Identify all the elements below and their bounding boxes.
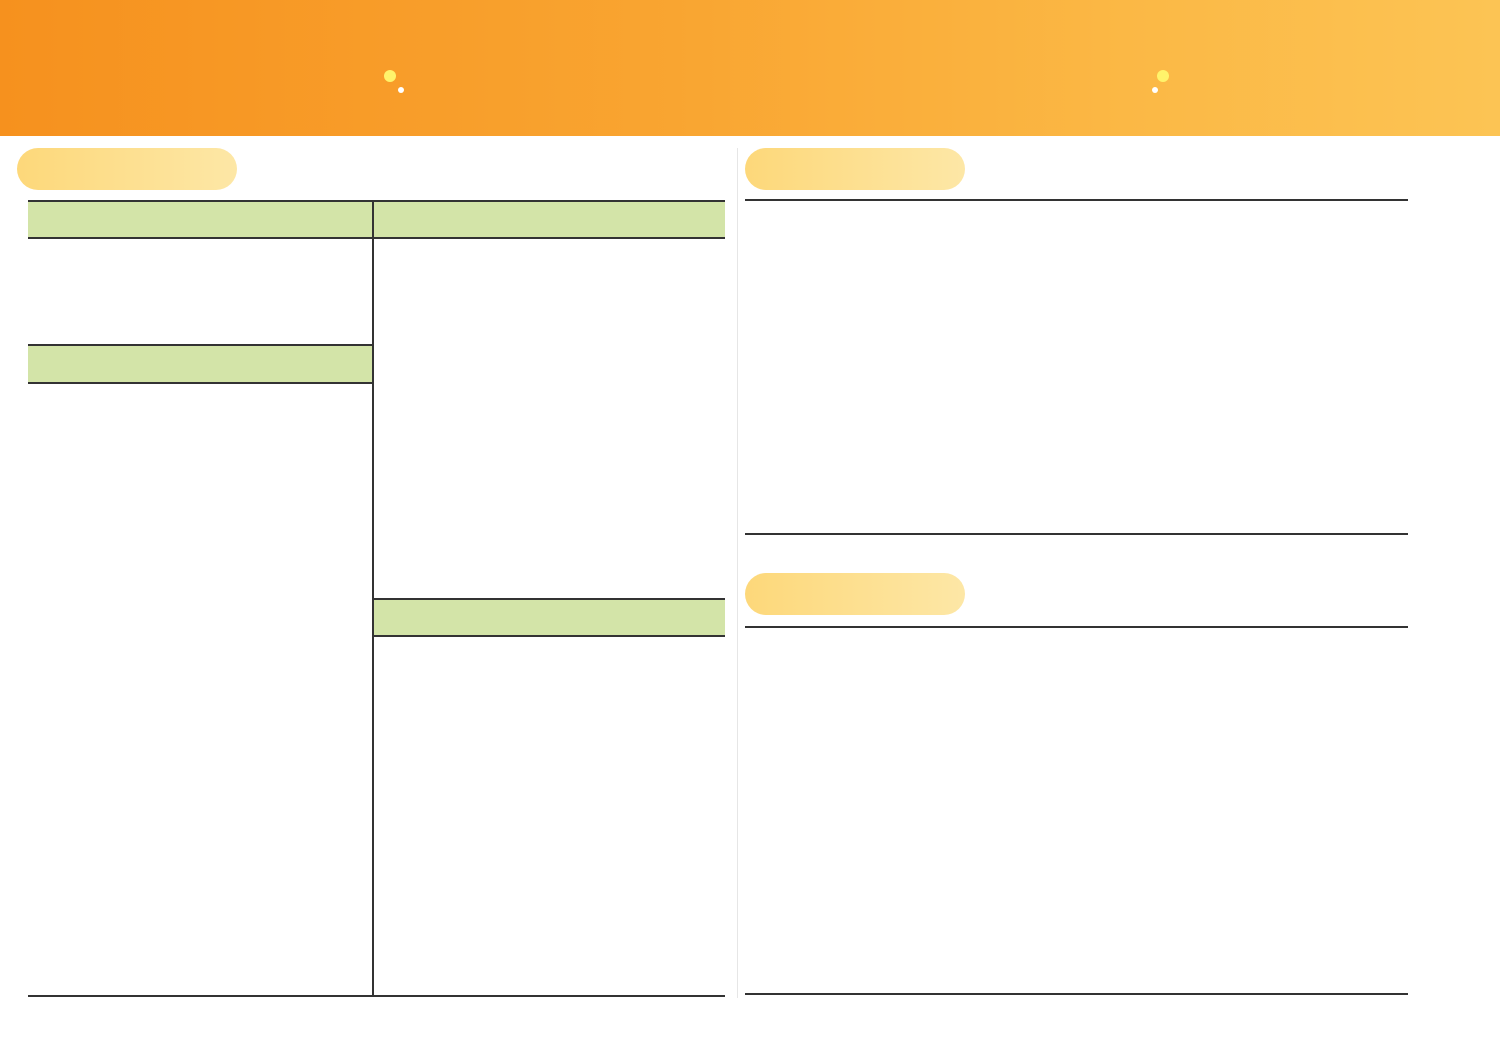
decor-dot-icon — [384, 70, 396, 82]
new-family-bottom-rule — [745, 533, 1408, 535]
decor-dot-icon — [1152, 87, 1158, 93]
overseas-header-rule — [28, 382, 372, 384]
new-family-top-rule — [745, 199, 1408, 201]
institution-header-rule — [374, 635, 725, 637]
header-right — [1400, 68, 1408, 112]
decor-dot-icon — [1157, 70, 1169, 82]
education-bottom-rule — [745, 993, 1408, 995]
new-family-pill — [745, 148, 965, 190]
table-bottom-rule — [28, 995, 725, 997]
overseas-header — [28, 346, 372, 382]
domestic-header-rule — [374, 237, 725, 239]
education-top-rule — [745, 626, 1408, 628]
dispatch-header-rule — [28, 237, 372, 239]
header-left — [30, 68, 38, 112]
mission-pill — [17, 148, 237, 190]
institution-header — [374, 600, 725, 636]
decor-dot-icon — [398, 87, 404, 93]
dispatch-header — [28, 202, 372, 238]
header-band — [0, 0, 1500, 136]
column-divider — [737, 148, 738, 998]
domestic-header — [374, 202, 725, 238]
education-pill — [745, 573, 965, 615]
